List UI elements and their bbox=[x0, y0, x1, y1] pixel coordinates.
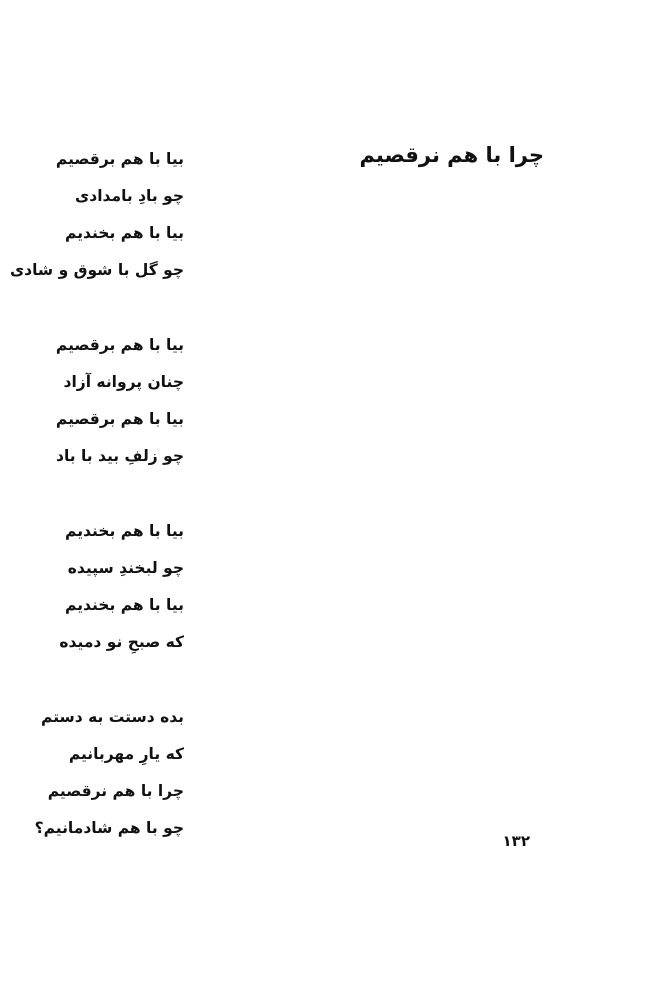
poem-line: که صبحِ نو دمیده bbox=[59, 633, 184, 651]
poem-line: چو بادِ بامدادی bbox=[75, 187, 184, 205]
poem-line: بیا با هم برقصیم bbox=[55, 336, 184, 354]
poem-line: بده دستت به دستم bbox=[41, 708, 184, 726]
poem-title: چرا با هم نرقصیم bbox=[359, 143, 544, 167]
poem-line: چو گل با شوق و شادی bbox=[9, 261, 184, 279]
stanza-2 bbox=[10, 332, 184, 480]
poem-line: چو با هم شادمانیم؟ bbox=[34, 819, 184, 837]
poem-line: چنان پروانه آزاد bbox=[63, 373, 184, 391]
poem-line: بیا با هم بخندیم bbox=[65, 596, 184, 614]
poem-line: چو لبخندِ سپیده bbox=[67, 559, 184, 577]
poem-line: که یارِ مهربانیم bbox=[68, 745, 184, 763]
page-number: ۱۳۲ bbox=[502, 832, 530, 850]
stanza-4 bbox=[10, 704, 184, 852]
poem-line: چو زلفِ بید با باد bbox=[55, 447, 184, 465]
poem-line: بیا با هم بخندیم bbox=[65, 224, 184, 242]
poem-line: چرا با هم نرقصیم bbox=[47, 782, 184, 800]
stanza-3 bbox=[10, 518, 184, 666]
poem-body bbox=[10, 146, 184, 890]
poem-line: بیا با هم برقصیم bbox=[55, 410, 184, 428]
poem-line: بیا با هم بخندیم bbox=[65, 522, 184, 540]
poem-line: بیا با هم برقصیم bbox=[55, 150, 184, 168]
stanza-1 bbox=[10, 146, 184, 294]
